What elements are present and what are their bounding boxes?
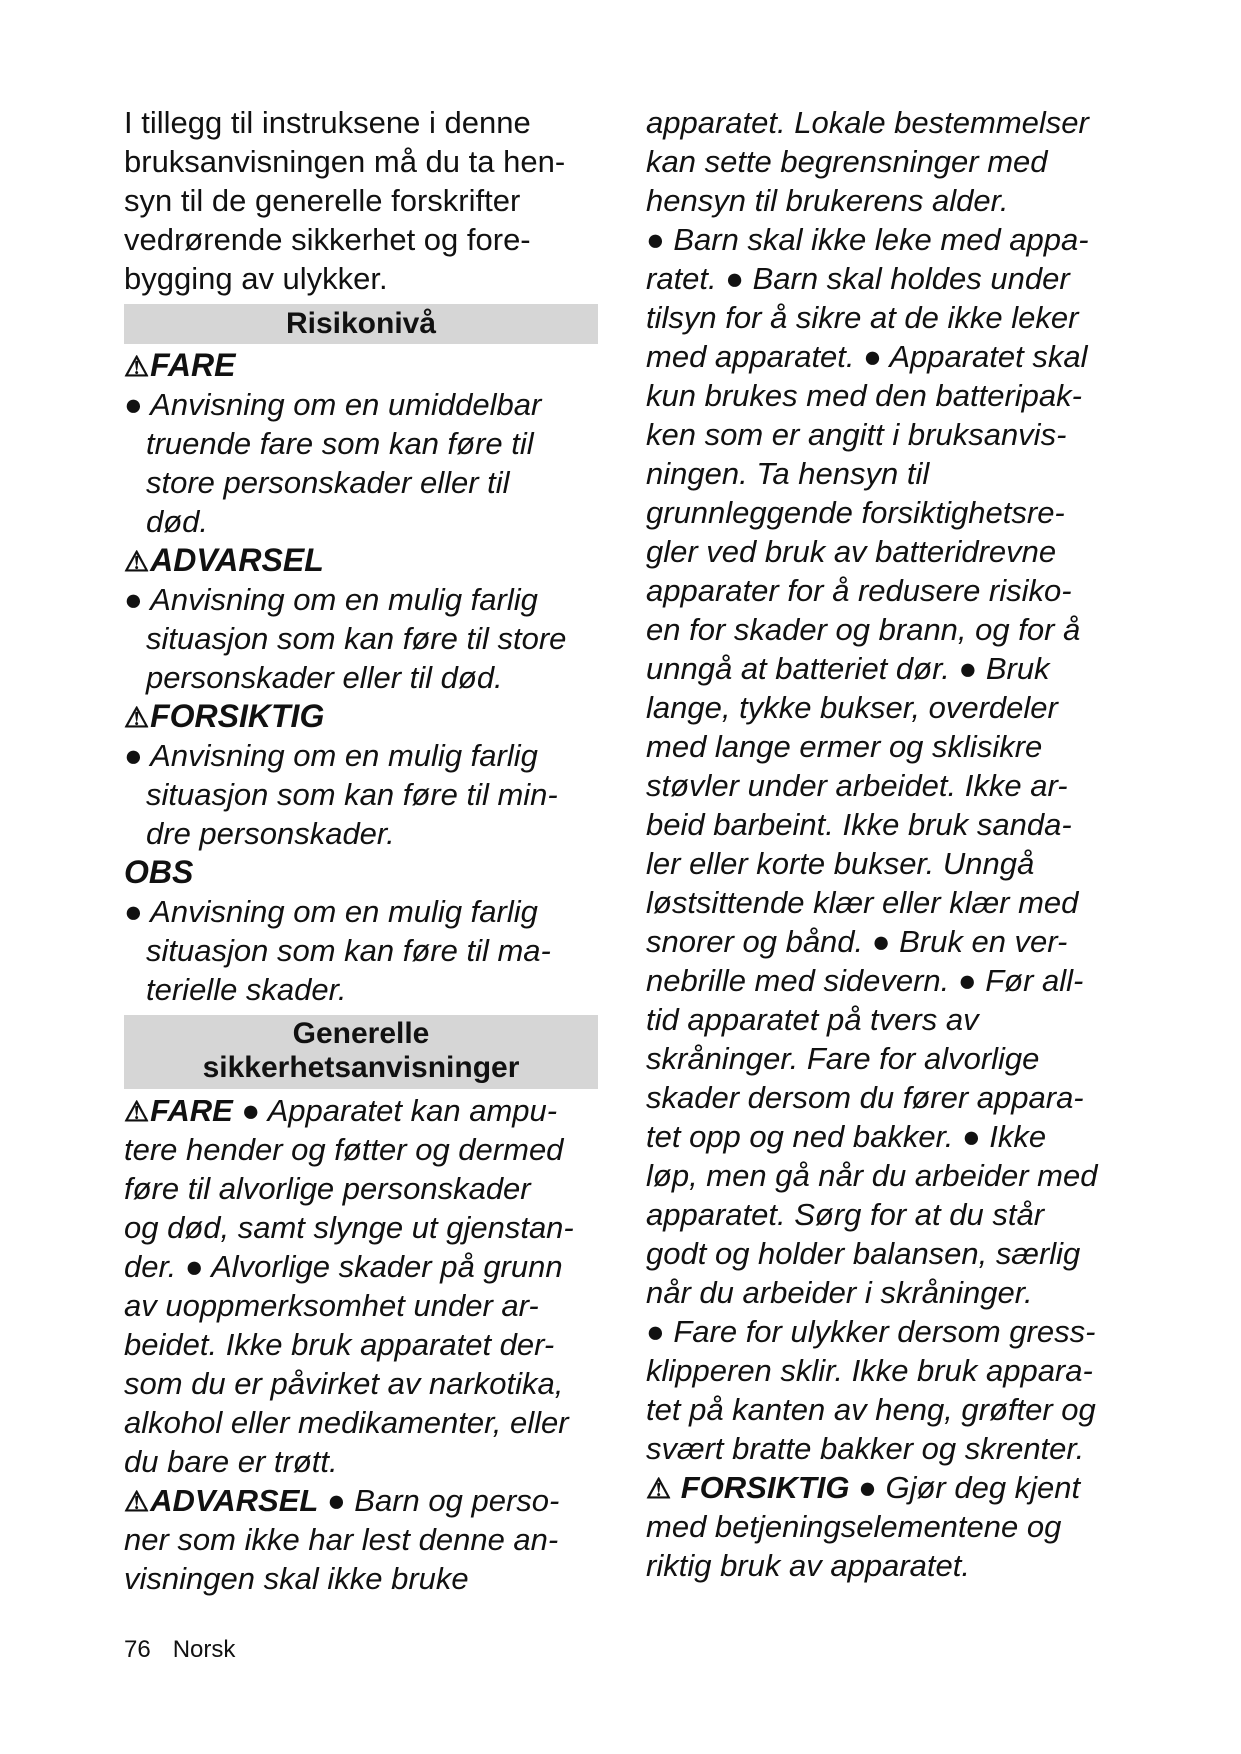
fare-line: store personskader eller til	[146, 465, 510, 500]
body-line: med betjeningselementene og	[646, 1509, 1062, 1544]
general-line: som du er påvirket av narkotika,	[124, 1366, 564, 1401]
body-line: riktig bruk av apparatet.	[646, 1548, 970, 1583]
advarsel-line: ● Anvisning om en mulig farlig	[124, 582, 538, 617]
general-line: føre til alvorlige personskader	[124, 1171, 531, 1206]
intro-line: syn til de generelle forskrifter	[124, 183, 521, 218]
advarsel-line: situasjon som kan føre til store	[146, 621, 567, 656]
body-line: grunnleggende forsiktighetsre-	[646, 495, 1065, 530]
intro-paragraph	[124, 103, 598, 298]
warning-triangle-icon: ⚠	[646, 1473, 672, 1504]
heading-line: sikkerhetsanvisninger	[202, 1051, 520, 1084]
general-line: og død, samt slynge ut gjenstan-	[124, 1210, 574, 1245]
intro-line: I tillegg til instruksene i denne	[124, 105, 531, 140]
warning-triangle-icon: ⚠	[124, 1096, 150, 1127]
body-line: gler ved bruk av batteridrevne	[646, 534, 1057, 569]
general-advarsel-line: ner som ikke har lest denne an-	[124, 1522, 559, 1557]
fare-line: truende fare som kan føre til	[146, 426, 534, 461]
forsiktig-inline-line: ⚠ FORSIKTIG ● Gjør deg kjent	[646, 1470, 1081, 1505]
general-line: alkohol eller medikamenter, eller	[124, 1405, 569, 1440]
body-line: skader dersom du fører appara-	[646, 1080, 1084, 1115]
intro-line: vedrørende sikkerhet og fore-	[124, 222, 531, 257]
body-line: snorer og bånd. ● Bruk en ver-	[646, 924, 1068, 959]
warning-triangle-icon: ⚠	[124, 351, 150, 382]
section-heading-risikoniva: Risikonivå	[124, 304, 598, 344]
body-line: løstsittende klær eller klær med	[646, 885, 1079, 920]
general-advarsel-line: ⚠ADVARSEL ● Barn og perso-	[124, 1483, 560, 1518]
general-line: du bare er trøtt.	[124, 1444, 338, 1479]
body-line: hensyn til brukerens alder.	[646, 183, 1009, 218]
body-line: apparatet. Lokale bestemmelser	[646, 105, 1089, 140]
footer-language: Norsk	[172, 1636, 236, 1663]
forsiktig-line: ● Anvisning om en mulig farlig	[124, 738, 538, 773]
body-line: tilsyn for å sikre at de ikke leker	[646, 300, 1079, 335]
body-line: tet på kanten av heng, grøfter og	[646, 1392, 1096, 1427]
page-number: 76	[124, 1636, 151, 1663]
warning-triangle-icon: ⚠	[124, 702, 150, 733]
body-line: kan sette begrensninger med	[646, 144, 1048, 179]
general-fare-line: ⚠FARE ● Apparatet kan ampu-	[124, 1093, 558, 1128]
obs-line: situasjon som kan føre til ma-	[146, 933, 551, 968]
obs-label: OBS	[124, 854, 194, 890]
body-line: skråninger. Fare for alvorlige	[646, 1041, 1040, 1076]
warning-triangle-icon: ⚠	[124, 1486, 150, 1517]
obs-line: ● Anvisning om en mulig farlig	[124, 894, 538, 929]
body-line: med lange ermer og sklisikre	[646, 729, 1043, 764]
body-line: tid apparatet på tvers av	[646, 1002, 979, 1037]
body-line: unngå at batteriet dør. ● Bruk	[646, 651, 1050, 686]
general-line: tere hender og føtter og dermed	[124, 1132, 564, 1167]
body-line: ler eller korte bukser. Unngå	[646, 846, 1035, 881]
body-line: klipperen sklir. Ikke bruk appara-	[646, 1353, 1093, 1388]
intro-line: bruksanvisningen må du ta hen-	[124, 144, 566, 179]
fare-line: død.	[146, 504, 209, 539]
section-heading-generelle	[124, 1015, 598, 1089]
general-line: av uoppmerksomhet under ar-	[124, 1288, 539, 1323]
body-line: svært bratte bakker og skrenter.	[646, 1431, 1085, 1466]
general-line: der. ● Alvorlige skader på grunn	[124, 1249, 563, 1284]
body-line: ratet. ● Barn skal holdes under	[646, 261, 1070, 296]
advarsel-label: ⚠ADVARSEL	[124, 542, 324, 578]
body-line: løp, men gå når du arbeider med	[646, 1158, 1098, 1193]
body-line: ● Barn skal ikke leke med appa-	[646, 222, 1089, 257]
body-line: godt og holder balansen, særlig	[646, 1236, 1081, 1271]
body-line: støvler under arbeidet. Ikke ar-	[646, 768, 1068, 803]
body-line: kun brukes med den batteripak-	[646, 378, 1082, 413]
body-line: en for skader og brann, og for å	[646, 612, 1081, 647]
general-line: beidet. Ikke bruk apparatet der-	[124, 1327, 555, 1362]
obs-line: terielle skader.	[146, 972, 347, 1007]
forsiktig-label: ⚠FORSIKTIG	[124, 698, 325, 734]
left-column	[124, 103, 598, 1598]
heading-line: Generelle	[292, 1017, 430, 1050]
fare-label: ⚠FARE	[124, 347, 236, 383]
fare-line: ● Anvisning om en umiddelbar	[124, 387, 542, 422]
body-line: beid barbeint. Ikke bruk sanda-	[646, 807, 1072, 842]
body-line: tet opp og ned bakker. ● Ikke	[646, 1119, 1047, 1154]
body-line: nebrille med sidevern. ● Før all-	[646, 963, 1084, 998]
advarsel-line: personskader eller til død.	[146, 660, 503, 695]
warning-triangle-icon: ⚠	[124, 546, 150, 577]
forsiktig-line: dre personskader.	[146, 816, 395, 851]
general-advarsel-line: visningen skal ikke bruke	[124, 1561, 469, 1596]
intro-line: bygging av ulykker.	[124, 261, 388, 296]
body-line: lange, tykke bukser, overdeler	[646, 690, 1058, 725]
body-line: ken som er angitt i bruksanvis-	[646, 417, 1067, 452]
body-line: når du arbeider i skråninger.	[646, 1275, 1033, 1310]
body-line: med apparatet. ● Apparatet skal	[646, 339, 1088, 374]
right-column	[646, 103, 1122, 1585]
body-line: apparater for å redusere risiko-	[646, 573, 1072, 608]
body-line: ● Fare for ulykker dersom gress-	[646, 1314, 1096, 1349]
forsiktig-line: situasjon som kan føre til min-	[146, 777, 558, 812]
body-line: apparatet. Sørg for at du står	[646, 1197, 1045, 1232]
body-line: ningen. Ta hensyn til	[646, 456, 930, 491]
page-footer	[124, 1636, 257, 1664]
